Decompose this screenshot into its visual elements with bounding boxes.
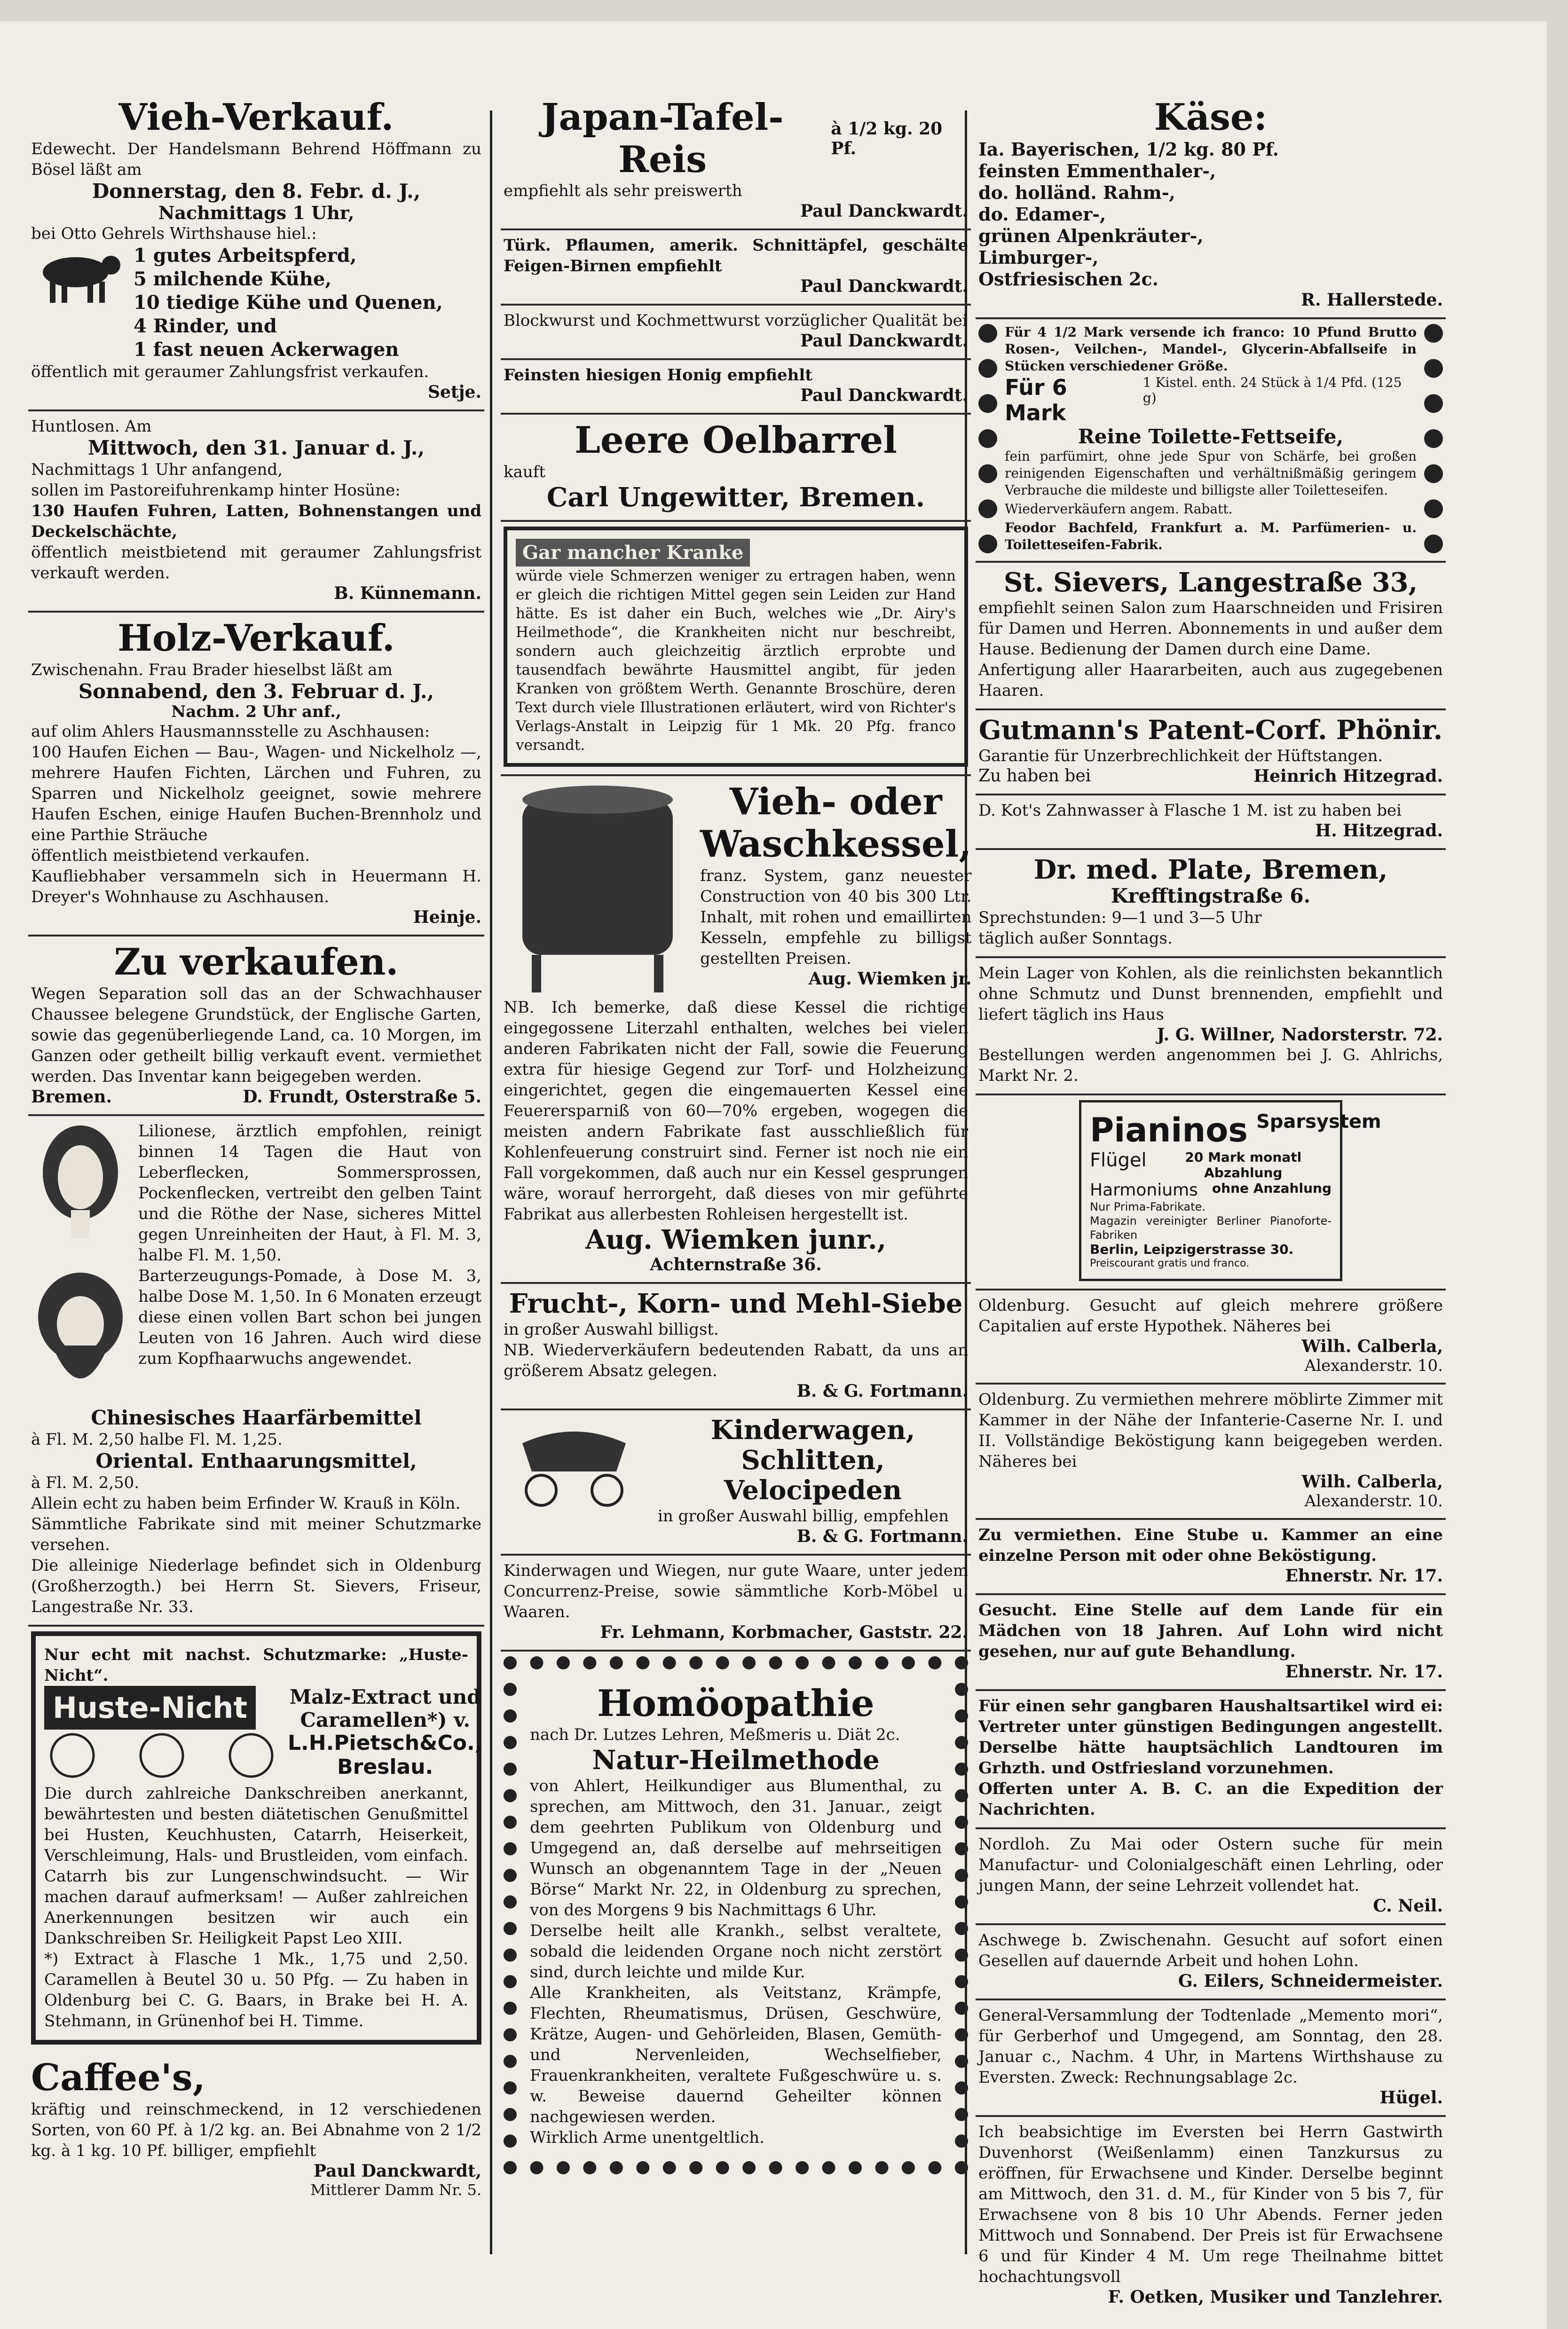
ad-title: Waschkessel, (700, 823, 972, 866)
column-2 (501, 92, 971, 2287)
ad-signature: Aug. Wiemken junr., (585, 1224, 887, 1256)
ad-pianinos (976, 1095, 1446, 1290)
ad-text: 1 Kistel. enth. 24 Stück à 1/4 Pfd. (125 g) (1143, 374, 1402, 406)
ad-signature: Setje. (428, 382, 481, 402)
ad-text: Barterzeugungs-Pomade, à Dose M. 3, halbe Dose M. 1,50. In 6 Monaten erzeugt diese einen vollen Bart schon bei jungen Leuten von 16 Jahren. Auch wird diese zum Kopfhaarwuchs angewendet. (138, 1266, 481, 1368)
ad-title: Japan-Tafel-Reis (541, 96, 784, 181)
ad-zu-vermiethen (976, 1520, 1446, 1595)
ad-text: 130 Haufen Fuhren, Latten, Bohnenstangen und Deckelschächte, (31, 501, 481, 541)
ad-text: à Fl. M. 2,50. (31, 1473, 140, 1493)
ad-signature: F. Oetken, Musiker und Tanzlehrer. (1108, 2287, 1443, 2307)
ad-item: Limburger-, (978, 246, 1099, 268)
ad-haushaltsartikel (976, 1691, 1446, 1829)
ad-text: auf olim Ahlers Hausmannsstelle zu Aschhausen: (31, 722, 430, 741)
ad-dr-plate (976, 850, 1446, 959)
ad-signature: B. Künnemann. (334, 583, 481, 603)
ad-title: Vieh-Verkauf. (118, 96, 394, 139)
ad-signature: Paul Danckwardt, (313, 2161, 481, 2181)
ad-text: fein parfümirt, ohne jede Spur von Schärfe, bei großen reinigenden Eigenschaften und verhältnißmäßig geringem Verbrauche die mildeste und billigste aller Toiletteseifen. (1005, 448, 1417, 498)
ad-signature: J. G. Willner, Nadorsterstr. 72. (1157, 1025, 1443, 1045)
ad-kinderwagen (501, 1410, 971, 1556)
ad-text: Ich beabsichtige im Eversten bei Herrn Gastwirth Duvenhorst (Weißenlamm) einen Tanzkursus zu eröffnen, für Erwachsene und Kinder. Derselbe beginnt am Mittwoch, den 31. d. M., für Kinder von 5 bis 7, für Erwachsene von 8 bis 10 Uhr Abends. Ferner jeden Mittwoch und Sonnabend. Der Preis ist für Erwachsene 6 und für Kinder 4 M. Um rege Theilnahme bittet hochachtungsvoll (978, 2123, 1443, 2287)
ad-text: franz. System, ganz neuester Construction von 40 bis 300 Ltr. Inhalt, mit rohen und emaillirten Kesseln, empfehle zu billigst gestellten Preisen. (700, 866, 972, 968)
ad-text: Nordloh. Zu Mai oder Ostern suche für mein Manufactur- und Colonialgeschäft einen Lehrling, oder jungen Mann, der seine Lehrzeit vollendet hat. (978, 1835, 1443, 1896)
ad-title: St. Sievers, Langestraße 33, (1003, 567, 1418, 598)
ad-gesucht (976, 1595, 1446, 1691)
ad-signature: Carl Ungewitter, Bremen. (546, 482, 925, 513)
ad-place: Bremen. (31, 1086, 112, 1107)
ad-text: General-Versammlung der Todtenlade „Memento mori“, für Gerberhof und Umgegend, am Sonntag, den 28. Januar c., Nachm. 4 Uhr, in Martens Wirthshause zu Eversten. Zweck: Rechnungsablage 2c. (978, 2006, 1443, 2087)
ad-title: Käse: (1154, 96, 1268, 139)
ad-title: Pianinos (1090, 1111, 1248, 1150)
ad-item: do. Edamer-, (978, 203, 1106, 225)
ad-text: Die alleinige Niederlage befindet sich in Oldenburg (Großherzogth.) bei Herrn St. Sievers, Friseur, Langestraße Nr. 33. (31, 1556, 481, 1617)
ad-signature: C. Neil. (1373, 1896, 1443, 1916)
ad-title: Gutmann's Patent-Corf. Phönir. (978, 715, 1443, 746)
ad-kranke (501, 522, 971, 776)
ad-subtitle: Natur-Heilmethode (592, 1745, 880, 1776)
ad-header: Gar mancher Kranke (516, 539, 750, 567)
ad-text: Bestellungen werden angenommen bei J. G. Ahlrichs, Markt Nr. 2. (978, 1046, 1443, 1086)
ad-text: à Fl. M. 2,50 halbe Fl. M. 1,25. (31, 1430, 283, 1449)
ad-text: empfiehlt seinen Salon zum Haarschneiden und Frisiren für Damen und Herren. Abonnements in und außer dem Hause. Bedienung der Damen durch eine Dame. (978, 598, 1443, 659)
ad-text: öffentlich meistbietend mit geraumer Zahlungsfrist verkauft werden. (31, 543, 481, 582)
ad-text: täglich außer Sonntags. (978, 929, 1173, 948)
ad-text: Nur Prima-Fabrikate. (1090, 1200, 1206, 1214)
ad-text: Oldenburg. Gesucht auf gleich mehrere größere Capitalien auf erste Hypothek. Näheres bei (978, 1296, 1443, 1336)
ad-text: Die durch zahlreiche Dankschreiben anerkannt, bewährtesten und besten diätetischen Genußmittel bei Husten, Keuchhusten, Catarrh, Heiserkeit, Verschleimung, Hals- und Brustleiden, vom einfach. Catarrh bis zur Lungenschwindsucht. — Wir machen darauf aufmerksam! — Außer zahlreichen Anerkennungen besitzen wir auch ein Dankschreiben Sr. Heiligkeit Papst Leo XIII. (44, 1784, 468, 1948)
ad-text: Kinderwagen und Wiegen, nur gute Waare, unter jedem Concurrenz-Preise, sowie sämmtliche Korb-Möbel u. Waaren. (504, 1561, 968, 1621)
ad-text: von Ahlert, Heilkundiger aus Blumenthal, zu sprechen, am Mittwoch, den 31. Januar., zeigt dem geehrten Publikum von Oldenburg und Umgegend an, daß derselbe auf mehrseitigen Wunsch an obgenanntem Tage in der „Neuen Börse“ Markt Nr. 22, in Oldenburg zu sprechen, von des Morgens 9 bis Nachmittags 6 Uhr. (530, 1776, 942, 1920)
ad-time: Nachmittags 1 Uhr, (158, 202, 355, 223)
ad-title: Homöopathie (597, 1682, 875, 1725)
ad-text: Magazin vereinigter Berliner Pianoforte-Fabriken (1090, 1214, 1332, 1242)
column-3 (976, 92, 1446, 2307)
ad-signature: Aug. Wiemken jr. (808, 968, 972, 989)
cow-illustration (31, 244, 125, 305)
ad-subtitle: Sparsystem (1256, 1111, 1381, 1133)
ad-title: Zu verkaufen. (114, 941, 399, 984)
ad-text: Für einen sehr gangbaren Haushaltsartikel wird ei: Vertreter unter günstigen Bedingungen angestellt. Derselbe hätte hauptsächlich Landtouren im Grhzth. und Ostfriesland vorzunehmen. (978, 1697, 1443, 1778)
ad-address: Berlin, Leipzigerstrasse 30. (1090, 1242, 1294, 1258)
ad-address: Alexanderstr. 10. (1304, 1492, 1443, 1511)
ad-text: in großer Auswahl billigst. (504, 1320, 719, 1339)
ad-text: öffentlich meistbietend verkaufen. (31, 846, 310, 866)
ad-text: Türk. Pflaumen, amerik. Schnittäpfel, geschälte Feigen-Birnen empfiehlt (504, 236, 968, 276)
ad-text: Zu haben bei (978, 766, 1091, 786)
ad-text: Sprechstunden: 9—1 und 3—5 Uhr (978, 908, 1262, 928)
ad-signature: Ehnerstr. Nr. 17. (1285, 1566, 1443, 1586)
medal-engravings-illustration (44, 1730, 279, 1781)
ad-item: Ia. Bayerischen, 1/2 kg. 80 Pf. (978, 138, 1279, 160)
ad-text: Offerten unter A. B. C. an die Expedition der Nachrichten. (978, 1779, 1443, 1819)
ad-text: Oldenburg. Zu vermiethen mehrere möblirte Zimmer mit Kammer in der Nähe der Infanterie-Caserne Nr. I. und II. Vollständige Beköstigung kann beigegeben werden. Näheres bei (978, 1390, 1443, 1471)
ad-text: NB. Wiederverkäufern bedeutenden Rabatt, da uns an größerem Absatz gelegen. (504, 1340, 968, 1380)
column-1 (28, 92, 484, 2287)
ad-signature: D. Frundt, Osterstraße 5. (243, 1086, 481, 1107)
ad-item: grünen Alpenkräuter-, (978, 225, 1204, 246)
ad-text: Alle Krankheiten, als Veitstanz, Krämpfe, Flechten, Rheumatismus, Drüsen, Geschwüre, Krätze, Augen- und Gehörleiden, Blasen, Gemüth- und Nervenleiden, Wechselfieber, Frauenkrankheiten, veraltete Fußgeschwüre u. s. w. Beweise dauernd Geheilter können nachgewiesen werden. (530, 1983, 942, 2126)
brand-logo: Huste-Nicht (44, 1686, 256, 1730)
column-divider (490, 110, 492, 2254)
ad-text: Für 4 1/2 Mark versende ich franco: 10 Pfund Brutto Rosen-, Veilchen-, Mandel-, Glycerin-Abfallseife in Stücken verschiedener Größe. (1005, 324, 1417, 374)
ad-vieh-verkauf (28, 92, 484, 411)
ad-subtitle: Reine Toilette-Fettseife, (1078, 425, 1344, 448)
ad-title: Caffee's, (31, 2056, 205, 2100)
ad-text: 20 Mark monatl Abzahlung (1185, 1149, 1302, 1181)
ad-text: Feinsten hiesigen Honig empfiehlt (504, 366, 812, 385)
ad-text: öffentlich mit geraumer Zahlungsfrist verkaufen. (31, 362, 429, 381)
ad-item: Harmoniums (1090, 1180, 1198, 1200)
ad-signature: Hügel. (1379, 2088, 1443, 2108)
ad-text: nach Dr. Lutzes Lehren, Meßmeris u. Diät 2c. (530, 1725, 900, 1745)
ad-title: Frucht-, Korn- und Mehl-Siebe (509, 1288, 963, 1320)
ad-signature: Paul Danckwardt. (800, 331, 968, 351)
ad-text: Derselbe heilt alle Krankh., selbst veraltete, sobald die leidenden Organe noch nicht zerstört sind, durch leichte und milde Kur. (530, 1921, 942, 1982)
ad-signature: B. & G. Fortmann. (796, 1526, 968, 1546)
ad-toilette-seife (976, 319, 1446, 563)
ad-text: Huntlosen. Am (31, 417, 152, 436)
ad-address: Achternstraße 36. (650, 1254, 822, 1275)
ad-text: Garantie für Unzerbrechlichkeit der Hüftstangen. (978, 746, 1383, 765)
ad-address: Krefftingstraße 6. (1111, 884, 1311, 908)
ad-subtitle: Oriental. Enthaarungsmittel, (95, 1449, 417, 1473)
ad-signature: Fr. Lehmann, Korbmacher, Gaststr. 22. (600, 1622, 968, 1642)
ad-japan-reis (501, 92, 971, 230)
ad-text: kräftig und reinschmeckend, in 12 verschiedenen Sorten, von 60 Pf. à 1/2 kg. an. Bei Abnahme von 2 1/2 kg. à 1 kg. 10 Pf. billiger, empfiehlt (31, 2100, 481, 2161)
ad-oldenburg-zimmer (976, 1385, 1446, 1520)
ad-text: *) Extract à Flasche 1 Mk., 1,75 und 2,50. Caramellen à Beutel 30 u. 50 Pfg. — Zu haben in Oldenburg bei C. G. Baars, in Brake bei H. A. Stehmann, in Grünenhof bei H. Timme. (44, 1950, 468, 2031)
ad-text: Mein Lager von Kohlen, als die reinlichsten bekanntlich ohne Schmutz und Dunst brennenden, empfiehlt und liefert täglich ins Haus (978, 964, 1443, 1024)
ad-subtitle: Chinesisches Haarfärbemittel (91, 1406, 422, 1429)
ad-address: Alexanderstr. 10. (1304, 1356, 1443, 1376)
ad-tanzkursus (976, 2117, 1446, 2314)
ad-aschwege (976, 1925, 1446, 2000)
ad-text: Gesucht. Eine Stelle auf dem Lande für ein Mädchen von 18 Jahren. Auf Lohn wird nicht gesehen, nur auf gute Behandlung. (978, 1601, 1443, 1661)
ad-text: empfiehlt als sehr preiswerth (504, 181, 742, 201)
ad-kohlen (976, 958, 1446, 1095)
ad-item: 4 Rinder, und (134, 315, 277, 337)
ad-title: Vieh- oder (729, 780, 942, 824)
ad-text: bei Otto Gehrels Wirthshause hiel.: (31, 224, 317, 243)
ad-todtenlade (976, 2000, 1446, 2117)
ad-waschkessel (501, 776, 971, 1284)
bearded-man-portrait-illustration (31, 1266, 130, 1407)
ad-date: Donnerstag, den 8. Febr. d. J., (92, 179, 421, 203)
ad-signature: G. Eilers, Schneidermeister. (1178, 1971, 1443, 1991)
ad-nordloh (976, 1829, 1446, 1925)
ad-item: 1 fast neuen Ackerwagen (134, 338, 399, 361)
kettle-illustration (504, 781, 692, 997)
ad-signature: Ehnerstr. Nr. 17. (1285, 1662, 1443, 1682)
ad-item: Flügel (1090, 1149, 1147, 1172)
ad-sievers (976, 563, 1446, 710)
ad-text: Preiscourant gratis und franco. (1090, 1258, 1250, 1270)
ad-honig (501, 360, 971, 415)
ad-text: sollen im Pastoreifuhrenkamp hinter Hosüne: (31, 480, 401, 500)
ad-text: NB. Ich bemerke, daß diese Kessel die richtige eingegossene Literzahl enthalten, welches bei vielen anderen Fabrikaten nicht der Fall, sowie die Feuerung extra für hiesige Gegend zur Torf- und Holzheizung eingerichtet, gegen die eingemauerten Kessel eine Feuerersparniß von 60—70% ergeben, wogegen die meisten andern Fabrikate fast ausschließlich für Kohlenfeuerung construirt sind. Ferner ist noch nie ein Fall vorgekommen, daß auch nur ein Kessel gesprungen wäre, worauf herrorgeht, daß dieses von mir geführte Fabrikat aus allerbesten Rohleisen hergestellt ist. (504, 998, 968, 1224)
ad-signature: Paul Danckwardt. (800, 201, 968, 221)
ad-price: à 1/2 kg. 20 Pf. (831, 118, 943, 158)
ad-address: Mittlerer Damm Nr. 5. (310, 2181, 481, 2199)
pram-illustration (504, 1415, 649, 1509)
ad-text: Wegen Separation soll das an der Schwachhauser Chaussee belegene Grundstück, der Englische Garten, sowie das gegenüberliegende Land, ca. 10 Morgen, im Ganzen oder getheilt billig verkauft event. vermiethet werden. Das Inventar kann beigegeben werden. (31, 984, 481, 1086)
ad-text: Sämmtliche Fabrikate sind mit meiner Schutzmarke versehen. (31, 1515, 481, 1555)
ad-text: D. Kot's Zahnwasser à Flasche 1 M. ist zu haben bei (978, 801, 1402, 820)
ad-text: 100 Haufen Eichen — Bau-, Wagen- und Nickelholz —, mehrere Haufen Fichten, Lärchen und Fuhren, zu Sparren und Nickelholz geeignet, sowie mehrere Haufen Eschen, einige Haufen Buchen-Brennholz und eine Parthie Sträuche (31, 743, 481, 845)
ad-signature: Wilh. Calberla, (1301, 1337, 1443, 1357)
ad-tuerk-pflaumen (501, 230, 971, 306)
ad-signature: Paul Danckwardt. (800, 386, 968, 406)
ad-signature: B. & G. Fortmann. (796, 1381, 968, 1401)
ad-signature: Heinje. (413, 907, 481, 928)
ad-oelbarrel (501, 415, 971, 522)
ad-zu-verkaufen (28, 936, 484, 1116)
ad-oldenburg-capital (976, 1290, 1446, 1385)
ad-time: Nachm. 2 Uhr anf., (171, 702, 341, 721)
ad-signature: H. Hitzegrad. (1315, 820, 1443, 841)
newspaper-page (0, 21, 1547, 2329)
ad-item: 10 tiedige Kühe und Quenen, (134, 291, 443, 314)
ad-blockwurst (501, 306, 971, 360)
ad-text: Zu vermiethen. Eine Stube u. Kammer an eine einzelne Person mit oder ohne Beköstigung. (978, 1526, 1443, 1566)
ad-text: Anfertigung aller Haararbeiten, auch aus zugegebenen Haaren. (978, 661, 1443, 700)
ad-text: würde viele Schmerzen weniger zu ertragen haben, wenn er gleich die richtigen Mittel gegen sein Leiden zur Hand hätte. Es ist daher ein Buch, welches wie „Dr. Airy's Heilmethode“, die Krankheiten nicht nur beschreibt, sondern auch gleichzeitig ärztlich erprobte und tausendfach bewährte Hausmittel angibt, für jeden Kranken von größtem Werth. Genannte Broschüre, deren Text durch viele Illustrationen erläutert, wird von Richter's Verlags-Anstalt in Leipzig für 1 Mk. 20 Pfg. franco versandt. (516, 567, 956, 754)
ad-text: Lilionese, ärztlich empfohlen, reinigt binnen 14 Tagen die Haut von Leberflecken, Sommersprossen, Pockenflecken, vertreibt den gelben Taint und die Röthe der Nase, sicheres Mittel gegen Unreinheiten der Haut, à Fl. M. 3, halbe Fl. M. 1,50. (138, 1121, 481, 1265)
ad-title: Leere Oelbarrel (575, 419, 897, 462)
ad-text: ohne Anzahlung (1212, 1180, 1332, 1196)
ad-price: Für 6 Mark (1005, 374, 1067, 425)
ad-huste-nicht (28, 1627, 484, 2052)
ad-kaese (976, 92, 1446, 319)
ad-lilionese (28, 1116, 484, 1627)
ad-text: Zwischenahn. Frau Brader hieselbst läßt am (31, 660, 393, 679)
ad-signature: Wilh. Calberla, (1301, 1472, 1443, 1492)
ad-siebe (501, 1284, 971, 1410)
ad-text: Wiederverkäufern angem. Rabatt. (1005, 501, 1233, 517)
ad-signature: Paul Danckwardt. (800, 276, 968, 297)
ad-signature: Feodor Bachfeld, Frankfurt a. M. Parfümerien- u. Toiletteseifen-Fabrik. (1005, 519, 1417, 552)
ad-text: kauft (504, 463, 546, 482)
ad-gutmann (976, 710, 1446, 795)
ad-caffee (28, 2052, 484, 2206)
ad-huntlosen (28, 411, 484, 613)
ad-text: Aschwege b. Zwischenahn. Gesucht auf sofort einen Gesellen auf dauernde Arbeit und hohen Lohn. (978, 1931, 1443, 1971)
ad-text: in großer Auswahl billig, empfehlen (658, 1506, 949, 1526)
ad-title: Dr. med. Plate, Bremen, (1033, 854, 1388, 885)
ad-item: 5 milchende Kühe, (134, 268, 332, 290)
ad-signature: R. Hallerstede. (1301, 290, 1443, 310)
ad-holz-verkauf (28, 613, 484, 936)
ad-date: Sonnabend, den 3. Februar d. J., (78, 679, 434, 703)
ad-text: Edewecht. Der Handelsmann Behrend Höffmann zu Bösel läßt am (31, 139, 481, 179)
ad-item: do. holländ. Rahm-, (978, 181, 1175, 203)
ad-wiegen (501, 1556, 971, 1652)
ad-header: Nur echt mit nachst. Schutzmarke: „Huste-Nicht“. (44, 1645, 468, 1685)
ad-zahnwasser (976, 795, 1446, 850)
ad-text: Nachmittags 1 Uhr anfangend, (31, 460, 283, 479)
ad-date: Mittwoch, den 31. Januar d. J., (87, 436, 425, 459)
product-name: Malz-Extract und Caramellen*) v. (289, 1685, 481, 1731)
ad-item: feinsten Emmenthaler-, (978, 160, 1216, 181)
manufacturer: L.H.Pietsch&Co., Breslau. (288, 1731, 483, 1779)
ad-text: Blockwurst und Kochmettwurst vorzüglicher Qualität bei (504, 311, 968, 330)
ad-title: Holz-Verkauf. (118, 616, 395, 660)
ad-item: Ostfriesischen 2c. (978, 268, 1158, 290)
ad-text: Allein echt zu haben beim Erfinder W. Krauß in Köln. (31, 1494, 461, 1513)
ad-homoeopathie (501, 1652, 971, 2182)
ad-text: Kaufliebhaber versammeln sich in Heuermann H. Dreyer's Wohnhause zu Aschhausen. (31, 867, 481, 907)
woman-portrait-illustration (31, 1121, 130, 1243)
ad-item: 1 gutes Arbeitspferd, (134, 244, 357, 267)
ad-text: Wirklich Arme unentgeltlich. (530, 2128, 764, 2147)
ad-title: Kinderwagen, Schlitten, Velocipeden (710, 1414, 915, 1506)
ad-signature: Heinrich Hitzegrad. (1253, 766, 1443, 786)
